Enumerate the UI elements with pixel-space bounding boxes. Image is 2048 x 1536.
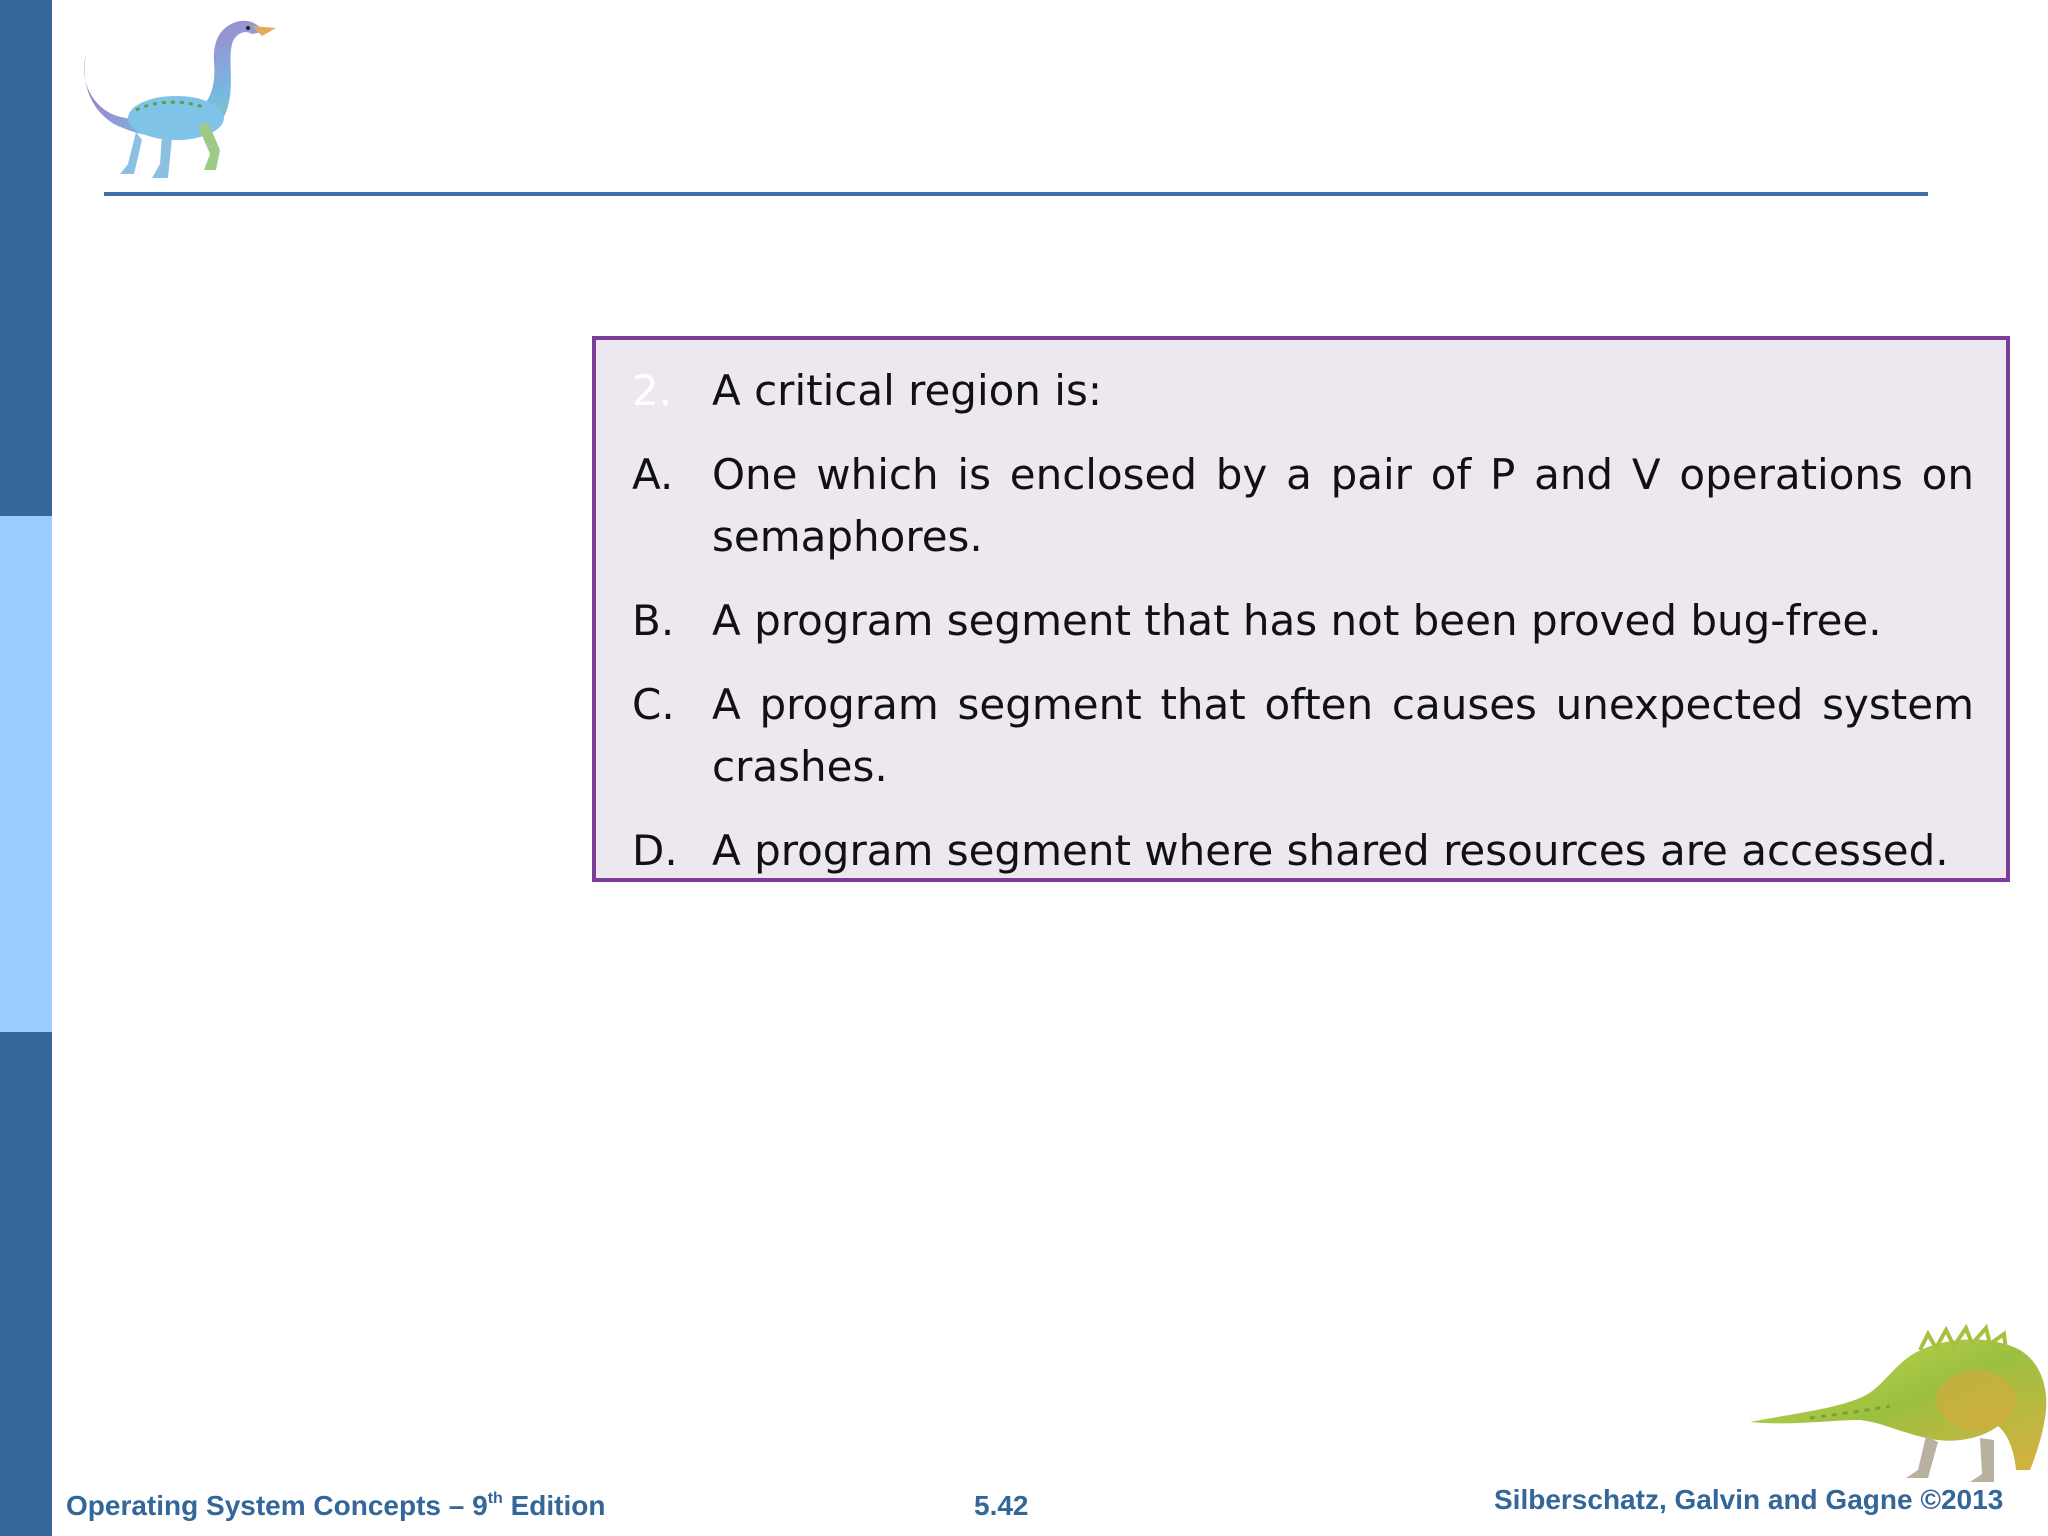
option-text: One which is enclosed by a pair of P and V operations on semaphores. <box>712 450 1974 561</box>
option-text: A program segment that often causes unexpected system crashes. <box>712 680 1974 791</box>
question-stem-row <box>632 360 1974 422</box>
dinosaur-icon <box>76 14 316 190</box>
footer-copyright: Silberschatz, Galvin and Gagne ©2013 <box>1494 1484 2004 1515</box>
sidebar-band-bottom <box>0 1032 52 1536</box>
option-b <box>632 590 1974 652</box>
option-text: A program segment where shared resources are accessed. <box>712 826 1949 875</box>
option-a <box>632 444 1974 568</box>
question-number: 2. <box>632 366 673 415</box>
footer-book-title-sup: th <box>487 1490 503 1507</box>
sidebar-band-top <box>0 0 52 516</box>
option-d <box>632 820 1974 882</box>
sidebar-band-middle <box>0 516 52 1032</box>
header-rule <box>104 192 1928 196</box>
option-letter: C. <box>632 680 675 729</box>
option-c <box>632 674 1974 798</box>
option-letter: D. <box>632 826 678 875</box>
question-stem: A critical region is: <box>712 366 1102 415</box>
footer-book-title-suffix: Edition <box>502 1490 606 1521</box>
option-letter: B. <box>632 596 675 645</box>
option-text: A program segment that has not been proved bug-free. <box>712 596 1882 645</box>
footer-book-title <box>66 1490 605 1522</box>
footer-page-number: 5.42 <box>974 1490 1029 1521</box>
dinosaur-icon <box>1750 1310 2048 1490</box>
question-box <box>592 336 2010 882</box>
option-letter: A. <box>632 450 674 499</box>
footer-book-title-prefix: Operating System Concepts – 9 <box>66 1490 488 1521</box>
